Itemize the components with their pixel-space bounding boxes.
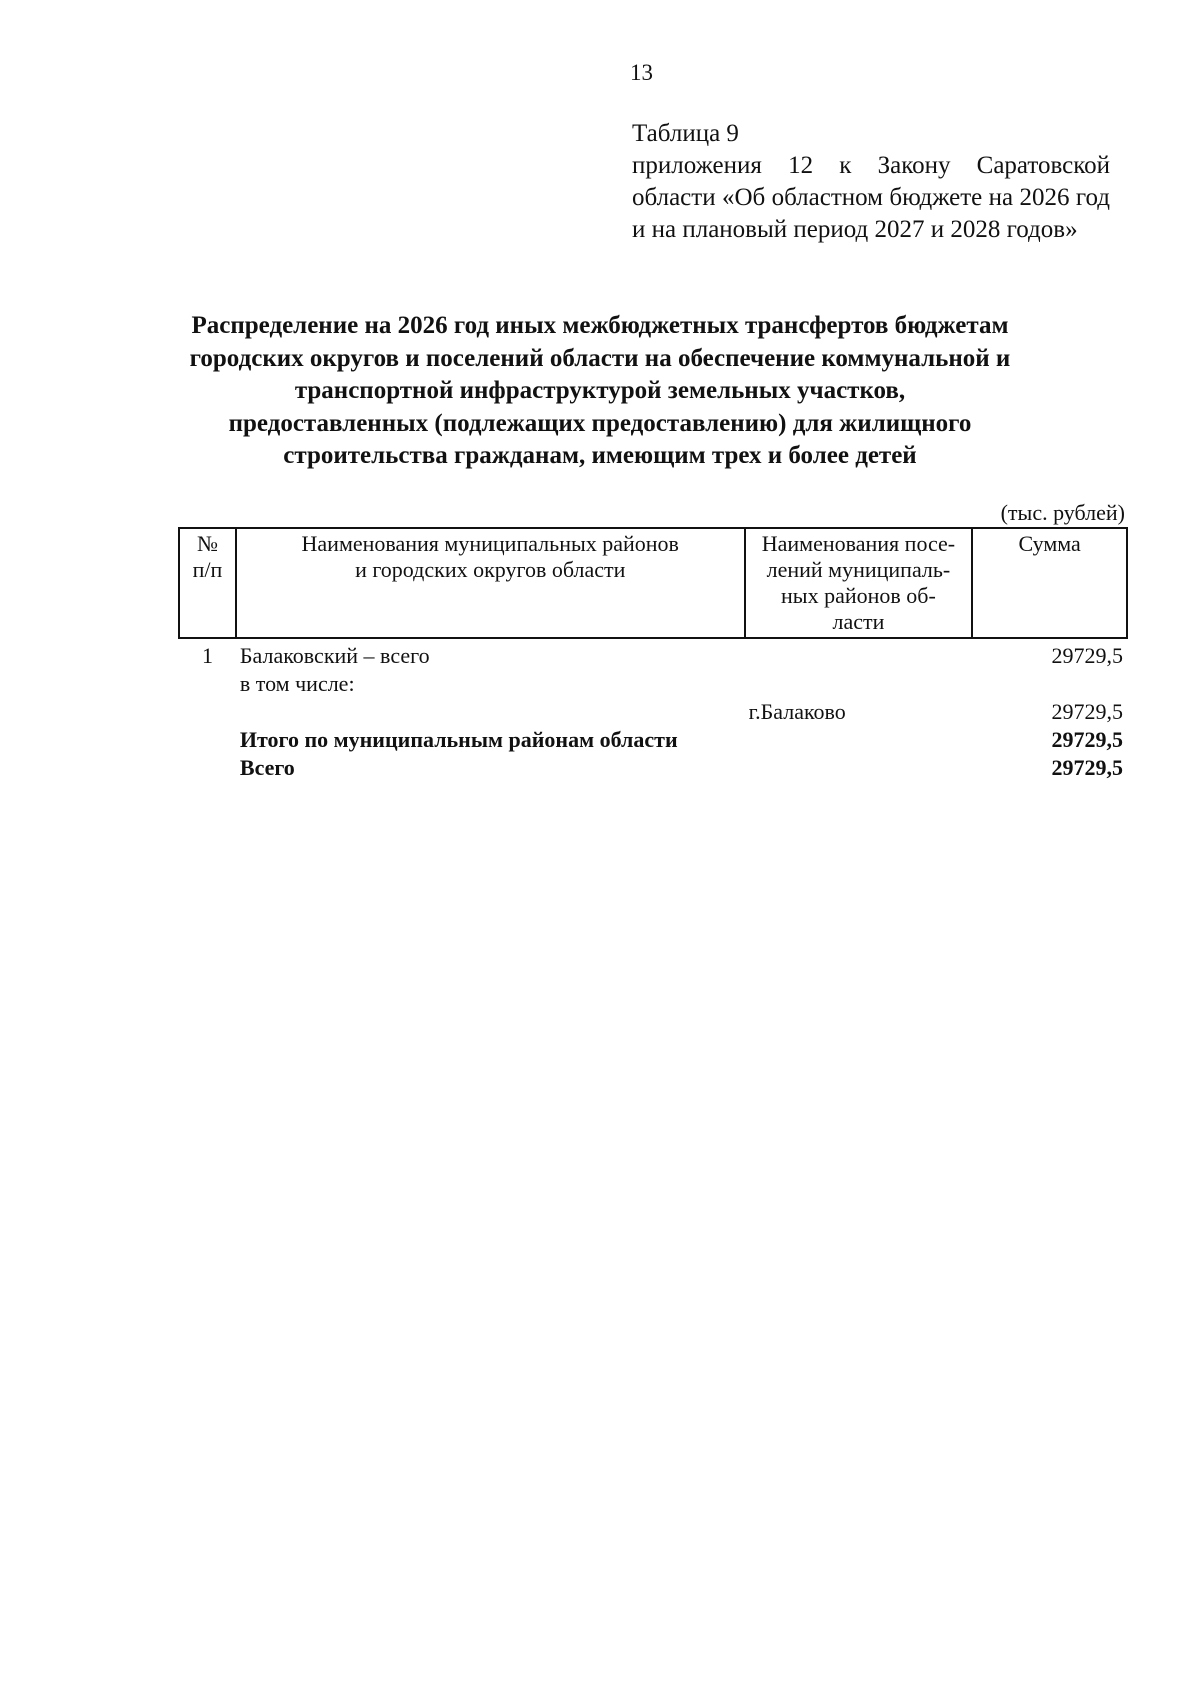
table-row	[179, 638, 1127, 671]
cell-sum: 29729,5	[1051, 727, 1123, 752]
cell-district	[236, 699, 745, 727]
cell-settlement	[745, 638, 973, 671]
title-line: предоставленных (подлежащих предоставлению) для жилищного	[228, 409, 972, 437]
cell-num	[179, 727, 236, 755]
title-line: строительства гражданам, имеющим трех и более детей	[283, 442, 917, 469]
table-header-row	[179, 528, 1127, 638]
table-row	[179, 699, 1127, 727]
header-settlement-line: лений муниципаль-	[766, 557, 951, 582]
cell-settlement	[745, 671, 973, 699]
title-line: транспортной инфраструктурой земельных участков,	[294, 377, 906, 404]
header-num-line: №	[196, 531, 218, 556]
annex-reference	[632, 118, 1110, 246]
document-title	[150, 310, 1050, 473]
cell-district: Всего	[239, 755, 295, 780]
cell-num	[179, 671, 236, 699]
header-district-name	[236, 528, 745, 638]
cell-sum	[972, 671, 1127, 699]
header-district-line: Наименования муниципальных районов	[301, 531, 679, 556]
header-settlement-line: ласти	[832, 609, 885, 634]
title-line: городских округов и поселений области на обеспечение коммунальной и	[189, 344, 1011, 372]
cell-num	[179, 755, 236, 783]
header-sum-line: Сумма	[1018, 531, 1081, 556]
header-sum	[972, 528, 1127, 638]
cell-settlement	[745, 727, 973, 755]
header-settlement-name	[745, 528, 973, 638]
cell-settlement	[745, 755, 973, 783]
cell-sum: 29729,5	[1051, 755, 1123, 780]
cell-sum: 29729,5	[1051, 643, 1123, 668]
annex-table-title: Таблица 9	[632, 120, 739, 147]
cell-district: в том числе:	[239, 671, 355, 696]
cell-sum: 29729,5	[1051, 699, 1123, 724]
cell-settlement: г.Балаково	[748, 699, 846, 724]
cell-district: Балаковский – всего	[239, 643, 430, 668]
distribution-table	[178, 527, 1128, 783]
cell-num	[179, 699, 236, 727]
header-num-line: п/п	[192, 557, 223, 582]
header-settlement-line: Наименования посе-	[761, 531, 956, 556]
header-num	[179, 528, 236, 638]
table-row-subtotal	[179, 727, 1127, 755]
table-row	[179, 671, 1127, 699]
title-line: Распределение на 2026 год иных межбюджетных трансфертов бюджетам	[191, 312, 1009, 339]
units-label: (тыс. рублей)	[1000, 500, 1125, 525]
table-row-total	[179, 755, 1127, 783]
header-settlement-line: ных районов об-	[781, 583, 936, 608]
annex-law-reference: приложения 12 к Закону Саратовской области «Об областном бюджете на 2026 год и на плановый период 2027 и 2028 годов»	[632, 152, 1110, 243]
cell-district: Итого по муниципальным районам области	[239, 727, 678, 752]
cell-num: 1	[201, 643, 213, 668]
header-district-line: и городских округов области	[355, 557, 626, 582]
page-number: 13	[630, 60, 653, 85]
